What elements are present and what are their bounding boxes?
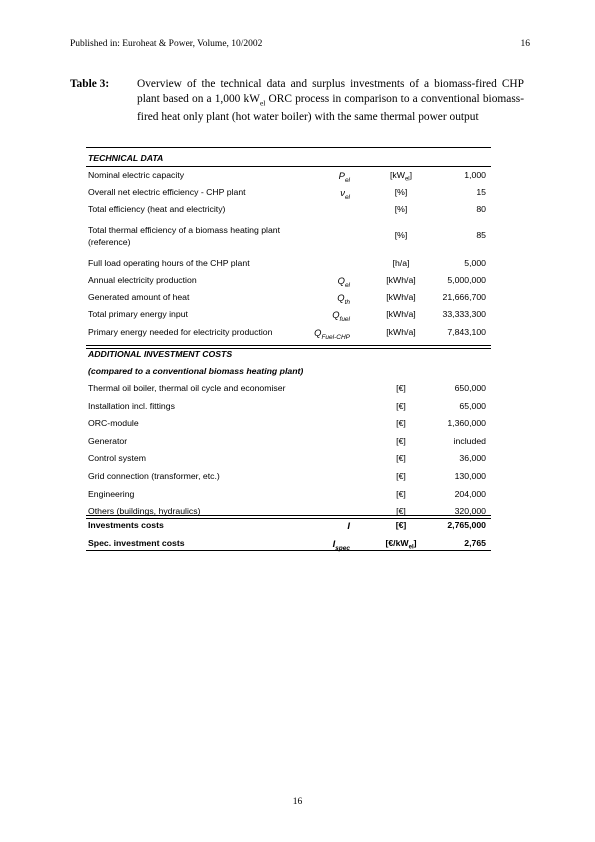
row-label: [88, 275, 197, 285]
row-label: [88, 383, 285, 393]
unit-main: [kWh/a]: [386, 292, 416, 302]
unit-main: [€]: [396, 488, 406, 499]
row-label: [88, 292, 189, 302]
row-label-text: Others (buildings, hydraulics): [88, 506, 201, 517]
row-label-text: Engineering: [88, 488, 135, 499]
row-unit: [372, 230, 430, 240]
unit-subscript: el: [408, 544, 414, 551]
row-label: [88, 538, 185, 548]
row-label-text: Generated amount of heat: [88, 292, 190, 302]
unit-main: [€]: [396, 471, 406, 481]
unit-main: [kW: [389, 170, 405, 180]
table-bottom-rule: [86, 550, 491, 551]
symbol-main: Q: [332, 309, 340, 320]
row-unit: [372, 383, 430, 393]
row-unit: [372, 275, 430, 285]
unit-main: [€]: [396, 506, 406, 517]
symbol-main: ν: [340, 187, 345, 198]
publication-info: Published in: Euroheat & Power, Volume, 10/2002: [70, 39, 263, 49]
row-label-text: Generator: [88, 435, 128, 446]
row-value: 21,666,700: [442, 292, 486, 302]
symbol-subscript: spec: [335, 544, 350, 552]
row-label: [88, 489, 134, 499]
unit-main: [€]: [396, 400, 406, 411]
row-unit: [372, 471, 430, 481]
row-label: [88, 401, 175, 411]
row-label-text: Total primary energy input: [88, 309, 188, 319]
row-unit: [372, 292, 430, 302]
row-value: 5,000: [464, 258, 486, 268]
symbol-subscript: el: [344, 193, 350, 201]
row-label-text: Grid connection (transformer, etc.): [88, 471, 220, 481]
row-unit: [372, 538, 430, 551]
row-label-text: Spec. investment costs: [88, 538, 185, 548]
unit-end: ]: [413, 538, 417, 548]
symbol-subscript: el: [344, 176, 350, 184]
unit-main: [kWh/a]: [386, 275, 416, 285]
row-value: 33,333,300: [442, 309, 486, 319]
row-label: [88, 453, 146, 463]
symbol-main: P: [338, 170, 345, 181]
unit-main: [€]: [396, 383, 406, 393]
row-label-text: Nominal electric capacity: [88, 170, 185, 180]
row-symbol: [314, 520, 350, 531]
row-value: included: [453, 435, 486, 446]
row-label-text: Overall net electric efficiency - CHP plant: [88, 187, 246, 197]
row-value: 204,000: [454, 488, 486, 499]
unit-main: [%]: [394, 187, 408, 197]
row-value: 36,000: [459, 453, 486, 464]
symbol-subscript: Fuel-CHP: [321, 333, 350, 341]
row-label-text: Primary energy needed for electricity production: [88, 327, 273, 337]
row-label: [88, 204, 225, 214]
row-label-text: Installation incl. fittings: [88, 400, 175, 411]
row-label: [88, 418, 139, 428]
row-label: [88, 520, 164, 530]
table-top-rule: [86, 147, 491, 148]
page-header: [70, 39, 530, 53]
row-label: [88, 327, 272, 337]
row-unit: [372, 204, 430, 214]
row-label-text: Full load operating hours of the CHP plant: [88, 258, 250, 268]
row-label-text: Total thermal efficiency of a biomass heating plant: [88, 225, 281, 235]
row-label: [88, 187, 246, 197]
section-rule: [86, 166, 491, 167]
row-label-text: Annual electricity production: [88, 275, 197, 285]
row-label: [88, 436, 127, 446]
unit-main: [€]: [396, 453, 406, 464]
symbol-subscript: el: [344, 281, 350, 289]
row-symbol: [314, 187, 350, 201]
row-value: 7,843,100: [447, 327, 486, 337]
unit-end: ]: [409, 170, 413, 180]
row-unit: [372, 436, 430, 446]
row-value: 2,765,000: [447, 520, 486, 530]
row-unit: [372, 258, 430, 268]
row-symbol: [314, 275, 350, 289]
row-label: [88, 170, 184, 180]
unit-main: [%]: [394, 230, 408, 240]
page-footer-number: 16: [292, 797, 303, 807]
row-symbol: [314, 292, 350, 306]
row-unit: [372, 418, 430, 428]
row-value: 15: [476, 187, 486, 197]
symbol-subscript: th: [344, 298, 350, 306]
row-value: 85: [476, 230, 486, 240]
unit-subscript: el: [404, 176, 410, 183]
row-label: [88, 309, 188, 319]
totals-double-rule: [86, 515, 491, 519]
symbol-main: I: [347, 520, 350, 531]
symbol-main: Q: [314, 327, 322, 338]
row-unit: [372, 401, 430, 411]
unit-main: [€]: [395, 520, 407, 530]
symbol-main: I: [332, 538, 336, 549]
row-value: 320,000: [454, 506, 486, 517]
table-label: Table 3:: [70, 78, 110, 90]
row-label-text: Control system: [88, 453, 146, 464]
row-symbol: [314, 170, 350, 184]
row-unit: [372, 489, 430, 499]
row-unit: [372, 327, 430, 337]
row-unit: [372, 453, 430, 463]
row-label: [88, 471, 220, 481]
row-label-text: Investments costs: [88, 520, 164, 530]
row-label-text: Total efficiency (heat and electricity): [88, 204, 226, 214]
symbol-main: Q: [337, 275, 345, 286]
unit-main: [h/a]: [392, 258, 410, 268]
unit-main: [€]: [396, 435, 406, 446]
unit-main: [€]: [396, 418, 406, 429]
row-value: 2,765: [464, 538, 486, 548]
unit-main: [kWh/a]: [386, 327, 416, 337]
symbol-subscript: fuel: [339, 315, 350, 323]
header-page-number: 16: [520, 39, 530, 49]
row-symbol: [314, 309, 350, 323]
row-value: 650,000: [454, 383, 486, 393]
row-label: [88, 224, 280, 248]
row-value: 130,000: [454, 471, 486, 481]
row-label-text: Thermal oil boiler, thermal oil cycle and economiser: [88, 383, 286, 393]
symbol-main: Q: [337, 292, 345, 303]
row-value: 5,000,000: [447, 275, 486, 285]
unit-main: [%]: [394, 204, 408, 214]
row-value: 65,000: [459, 400, 486, 411]
row-value: 1,360,000: [447, 418, 486, 429]
row-value: 1,000: [464, 170, 486, 180]
row-unit: [372, 520, 430, 530]
row-unit: [372, 309, 430, 319]
row-unit: [372, 187, 430, 197]
row-label: [88, 258, 250, 268]
unit-main: [kWh/a]: [386, 309, 416, 319]
unit-main: [€/kW: [385, 538, 409, 548]
row-symbol: [314, 327, 350, 341]
row-label-text: ORC-module: [88, 418, 139, 429]
row-value: 80: [476, 204, 486, 214]
table-caption-text: Overview of the technical data and surplus investments of a biomass-fired CHP plant based on a 1,000 $kW_{el}$ ORC process in comparison to a conventional biomass-fired heat only plant (hot water boiler) with the same thermal power output: [137, 78, 524, 124]
row-label-text-cont: (reference): [88, 237, 131, 247]
row-unit: [372, 170, 430, 183]
